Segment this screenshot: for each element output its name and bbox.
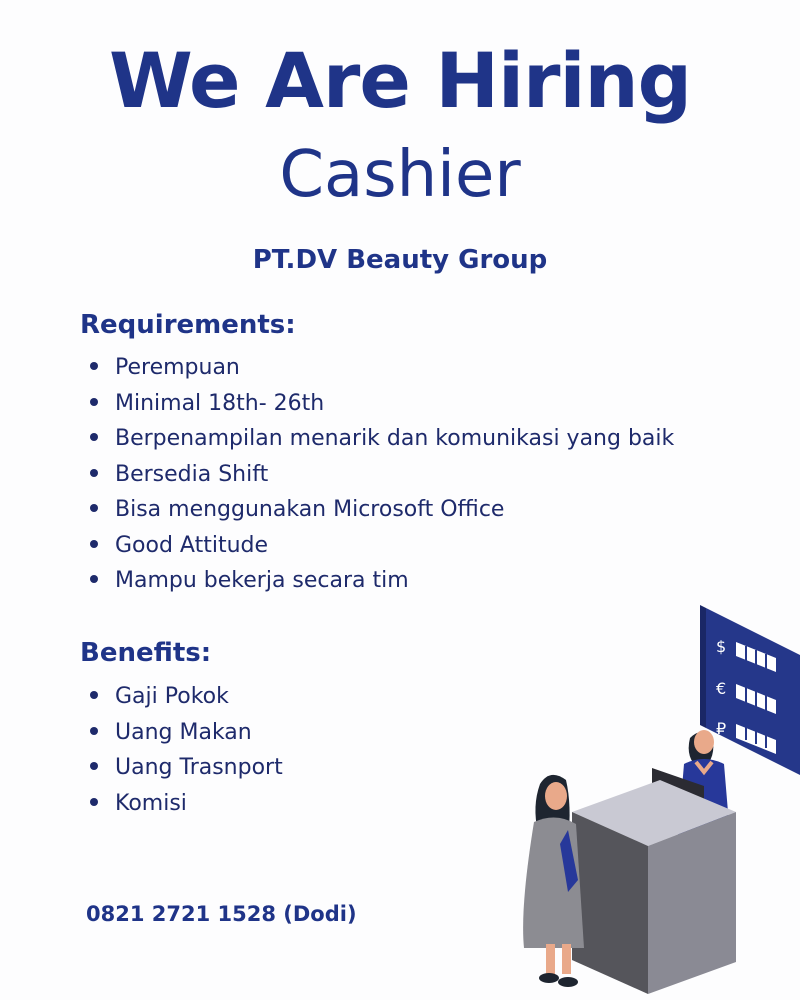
list-item: Komisi xyxy=(90,786,283,822)
requirements-list xyxy=(90,350,674,599)
currency-symbol: $ xyxy=(716,637,727,656)
counter xyxy=(572,780,736,994)
benefits-heading: Benefits: xyxy=(80,638,212,668)
poster-title: We Are Hiring xyxy=(108,36,692,125)
contact-phone[interactable]: 0821 2721 1528 (Dodi) xyxy=(86,902,357,926)
requirements-heading: Requirements: xyxy=(80,310,296,340)
list-item: Bersedia Shift xyxy=(90,457,674,493)
list-item: Uang Trasnport xyxy=(90,750,283,786)
job-position: Cashier xyxy=(279,138,521,212)
list-item: Berpenampilan menarik dan komunikasi yang baik xyxy=(90,421,674,457)
list-item: Good Attitude xyxy=(90,528,674,564)
list-item: Bisa menggunakan Microsoft Office xyxy=(90,492,674,528)
list-item: Gaji Pokok xyxy=(90,679,283,715)
list-item: Mampu bekerja secara tim xyxy=(90,563,674,599)
rate-board xyxy=(700,605,800,775)
cashier-counter-illustration xyxy=(500,600,800,1000)
list-item: Minimal 18th- 26th xyxy=(90,386,674,422)
benefits-list xyxy=(90,679,283,821)
currency-symbol: ₽ xyxy=(716,719,727,738)
currency-symbol: € xyxy=(716,679,727,698)
company-name: PT.DV Beauty Group xyxy=(252,245,548,275)
list-item: Perempuan xyxy=(90,350,674,386)
list-item: Uang Makan xyxy=(90,715,283,751)
